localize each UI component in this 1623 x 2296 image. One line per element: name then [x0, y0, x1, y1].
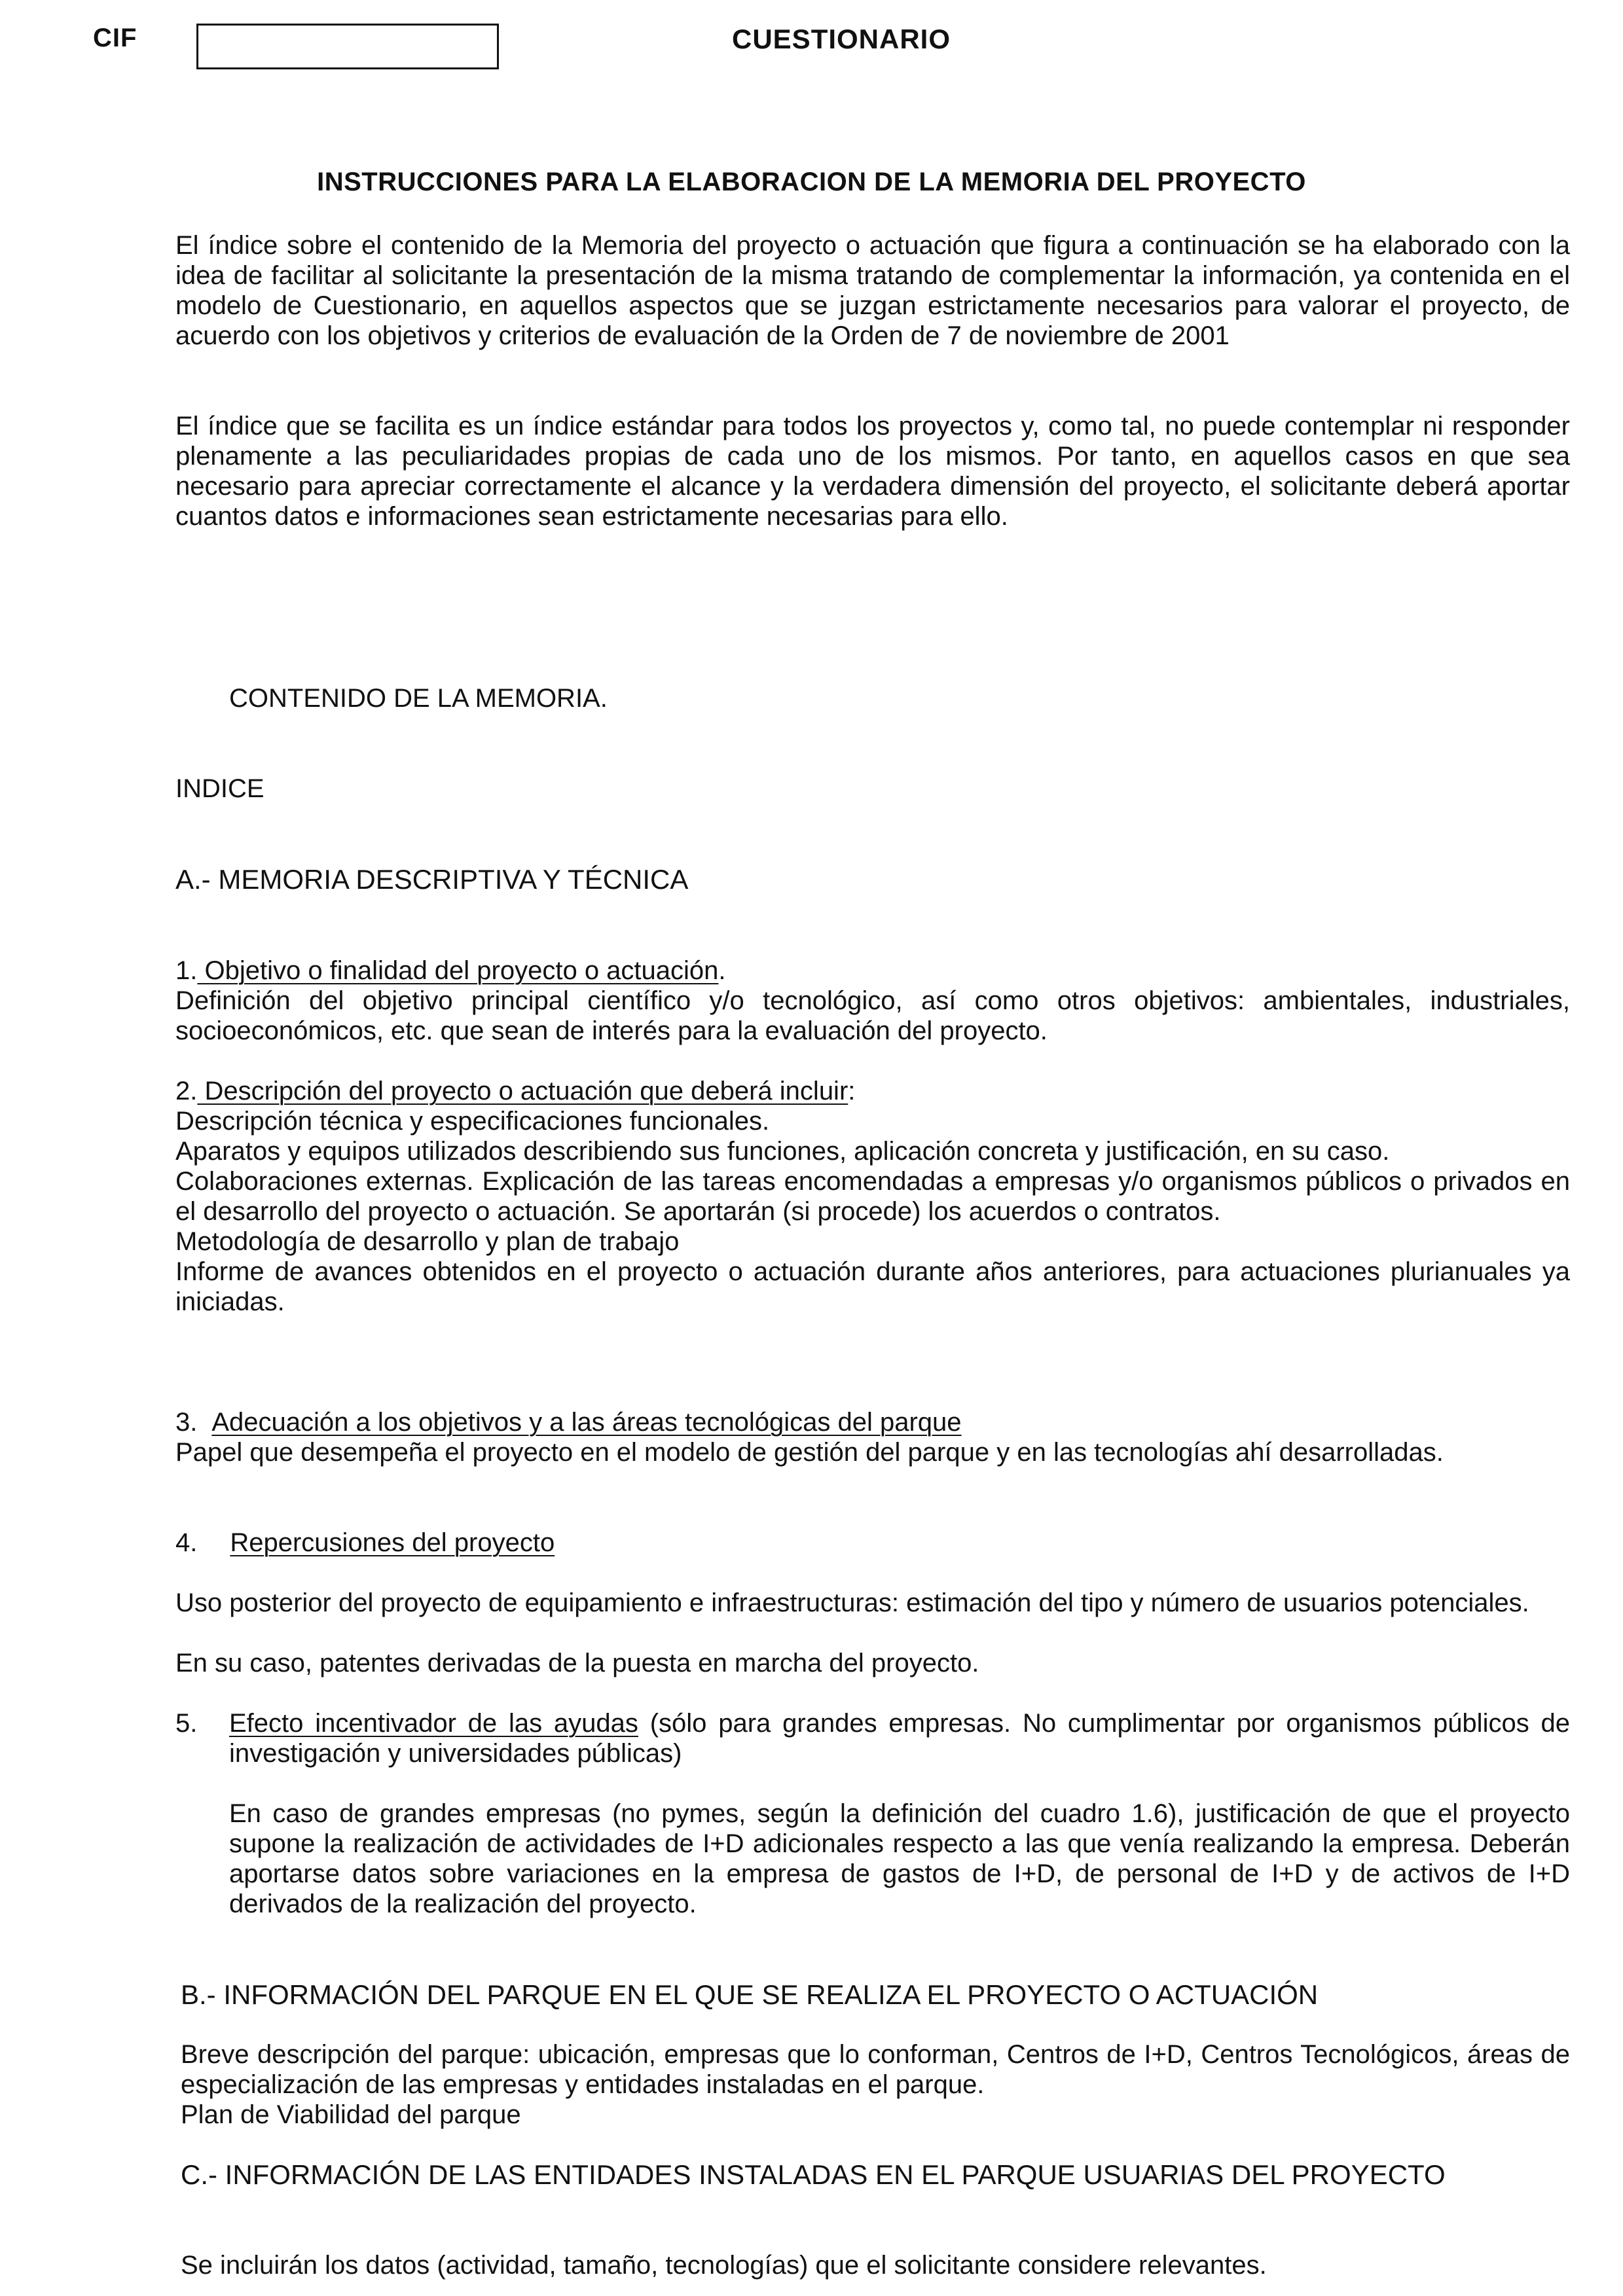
instructions-paragraph-2: El índice que se facilita es un índice estándar para todos los proyectos y, como tal, no puede contemplar ni responder plenamente a las peculiaridades propias de cada uno de los mismos. Por tanto, en aquellos casos en que sea necesario para apreciar correctamente el alcance y la verdadera dimensión del proyecto, el solicitante deberá aportar cuantos datos e informaciones sean estrictamente necesarias para ello.	[175, 412, 1570, 531]
item2-line: Descripción técnica y especificaciones funcionales.	[175, 1107, 770, 1136]
item4-number: 4.	[175, 1528, 198, 1557]
item2-suffix: :	[848, 1077, 856, 1105]
item3-number: 3.	[175, 1408, 198, 1437]
cif-label: CIF	[93, 24, 137, 52]
item3-heading	[175, 1407, 962, 1437]
item3-text: Papel que desempeña el proyecto en el modelo de gestión del parque y en las tecnologías ahí desarrolladas.	[175, 1438, 1444, 1467]
section-b-text-2: Plan de Viabilidad del parque	[181, 2100, 521, 2129]
item3-title: Adecuación a los objetivos y a las áreas tecnológicas del parque	[211, 1408, 962, 1437]
item5-heading	[229, 1708, 1570, 1768]
cif-input-box[interactable]	[196, 24, 499, 69]
item2-list	[175, 1106, 1570, 1317]
instructions-title: INSTRUCCIONES PARA LA ELABORACION DE LA MEMORIA DEL PROYECTO	[317, 168, 1306, 196]
item4-text-1: Uso posterior del proyecto de equipamiento e infraestructuras: estimación del tipo y número de usuarios potenciales.	[175, 1588, 1529, 1617]
instructions-paragraph-1: El índice sobre el contenido de la Memoria del proyecto o actuación que figura a continuación se ha elaborado con la idea de facilitar al solicitante la presentación de la misma tratando de complementar la información, ya contenida en el modelo de Cuestionario, en aquellos aspectos que se juzgan estrictamente necesarios para valorar el proyecto, de acuerdo con los objetivos y criterios de evaluación de la Orden de 7 de noviembre de 2001	[175, 231, 1570, 350]
section-c-title: C.- INFORMACIÓN DE LAS ENTIDADES INSTALADAS EN EL PARQUE USUARIAS DEL PROYECTO	[181, 2159, 1446, 2190]
item2-heading	[175, 1076, 855, 1106]
item5-number: 5.	[175, 1709, 198, 1738]
item5-suffix: (sólo para grandes empresas. No cumplimentar por organismos públicos de investigación y universidades públicas)	[229, 1709, 1570, 1768]
contenido-title: CONTENIDO DE LA MEMORIA.	[229, 684, 608, 713]
item4-title: Repercusiones del proyecto	[230, 1528, 555, 1557]
item4-text-2: En su caso, patentes derivadas de la puesta en marcha del proyecto.	[175, 1649, 979, 1677]
item2-number: 2.	[175, 1077, 198, 1105]
item1-heading	[175, 956, 726, 986]
item1-text: Definición del objetivo principal científico y/o tecnológico, así como otros objetivos: ambientales, industriales, socioeconómicos, etc. que sean de interés para la evaluación del proyecto.	[175, 986, 1570, 1045]
item1-title: Objetivo o finalidad del proyecto o actuación	[197, 956, 719, 985]
indice-label: INDICE	[175, 774, 264, 803]
section-b-text: Breve descripción del parque: ubicación, empresas que lo conforman, Centros de I+D, Centros Tecnológicos, áreas de especialización de las empresas y entidades instaladas en el parque.	[181, 2040, 1570, 2099]
item2-line: Informe de avances obtenidos en el proyecto o actuación durante años anteriores, para actuaciones plurianuales ya iniciadas.	[175, 1257, 1570, 1316]
item5-text: En caso de grandes empresas (no pymes, según la definición del cuadro 1.6), justificación de que el proyecto supone la realización de actividades de I+D adicionales respecto a las que venía realizando la empresa. Deberán aportarse datos sobre variaciones en la empresa de gastos de I+D, de personal de I+D y de activos de I+D derivados de la realización del proyecto.	[229, 1799, 1570, 1918]
item5-title: Efecto incentivador de las ayudas	[229, 1709, 638, 1738]
section-c-text: Se incluirán los datos (actividad, tamaño, tecnologías) que el solicitante considere relevantes.	[181, 2251, 1267, 2280]
section-b-title: B.- INFORMACIÓN DEL PARQUE EN EL QUE SE REALIZA EL PROYECTO O ACTUACIÓN	[181, 1979, 1319, 2010]
item2-line: Aparatos y equipos utilizados describiendo sus funciones, aplicación concreta y justificación, en su caso.	[175, 1137, 1390, 1166]
item2-title: Descripción del proyecto o actuación que deberá incluir	[197, 1077, 848, 1105]
item2-line: Colaboraciones externas. Explicación de las tareas encomendadas a empresas y/o organismos públicos o privados en el desarrollo del proyecto o actuación. Se aportarán (si procede) los acuerdos o contratos.	[175, 1167, 1570, 1226]
section-a-title: A.- MEMORIA DESCRIPTIVA Y TÉCNICA	[175, 864, 689, 895]
item1-number: 1.	[175, 956, 198, 985]
item2-line: Metodología de desarrollo y plan de trabajo	[175, 1227, 680, 1256]
item4-heading	[175, 1528, 555, 1558]
document-title: CUESTIONARIO	[732, 24, 951, 54]
item1-suffix: .	[718, 956, 726, 985]
